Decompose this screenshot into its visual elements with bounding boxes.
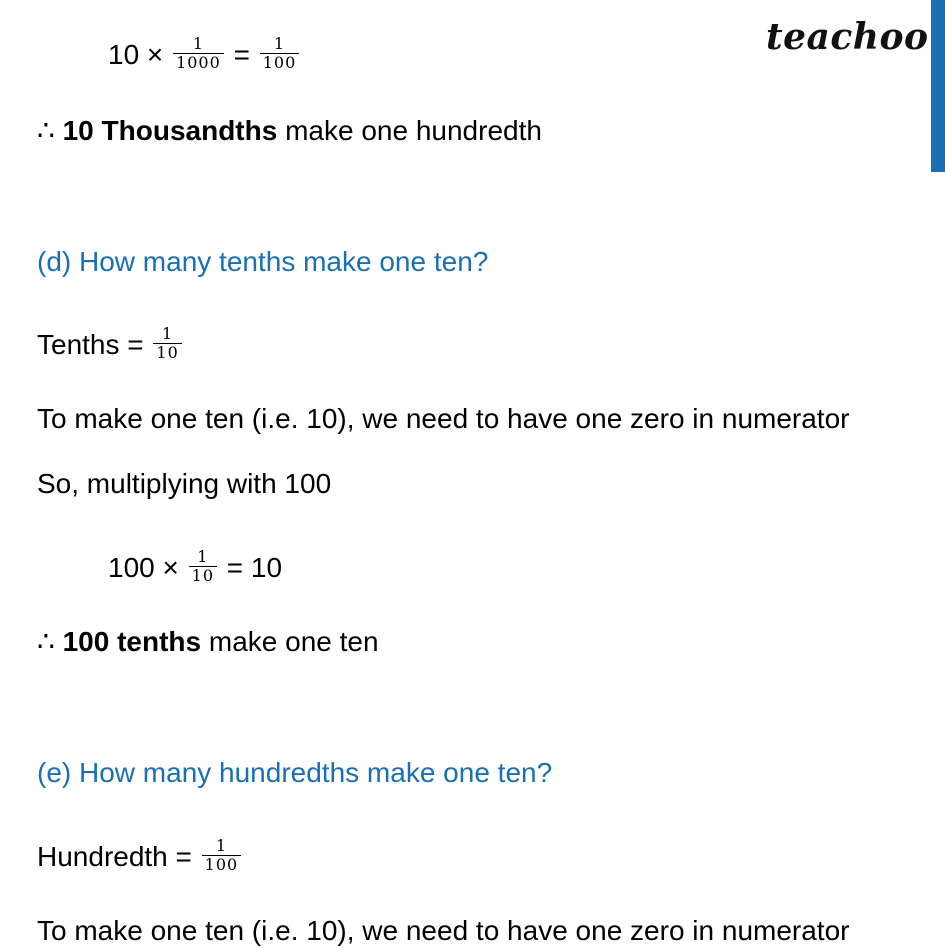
equation-result: = 10 [226, 552, 283, 583]
equals-sign: = [233, 39, 250, 70]
fraction: $\frac{1}{1000}$ [173, 35, 224, 72]
conclusion-text: make one ten [208, 626, 379, 657]
scrollbar-thumb[interactable] [931, 0, 945, 172]
fraction: $\frac{1}{10}$ [189, 548, 217, 585]
conclusion-line-d [37, 625, 379, 659]
equation-line-d [108, 547, 283, 588]
fraction: $\frac{1}{100}$ [202, 837, 242, 874]
equation-line-1 [108, 34, 301, 75]
definition-line-hundredth [37, 836, 243, 877]
definition-label: Tenths = [37, 329, 144, 360]
multiply-line-d: So, multiplying with 100 [37, 468, 332, 499]
equation-prefix: 10 × [108, 39, 164, 70]
equation-prefix: 100 × [108, 552, 179, 583]
fraction: $\frac{1}{10}$ [153, 325, 181, 362]
conclusion-text: make one hundredth [285, 115, 542, 146]
logo: teachoo [766, 16, 929, 58]
answer-bold: 100 tenths [62, 626, 202, 657]
therefore-symbol: ∴ [37, 626, 55, 657]
conclusion-line-c [37, 114, 542, 148]
definition-label: Hundredth = [37, 841, 192, 872]
fraction: $\frac{1}{100}$ [260, 35, 300, 72]
definition-line-tenths [37, 324, 184, 365]
answer-bold: 10 Thousandths [62, 115, 278, 146]
question-d: (d) How many tenths make one ten? [37, 246, 489, 277]
question-e: (e) How many hundredths make one ten? [37, 757, 553, 788]
explanation-line-e: To make one ten (i.e. 10), we need to have one zero in numerator [37, 915, 850, 946]
therefore-symbol: ∴ [37, 115, 55, 146]
explanation-line-d: To make one ten (i.e. 10), we need to have one zero in numerator [37, 403, 850, 434]
